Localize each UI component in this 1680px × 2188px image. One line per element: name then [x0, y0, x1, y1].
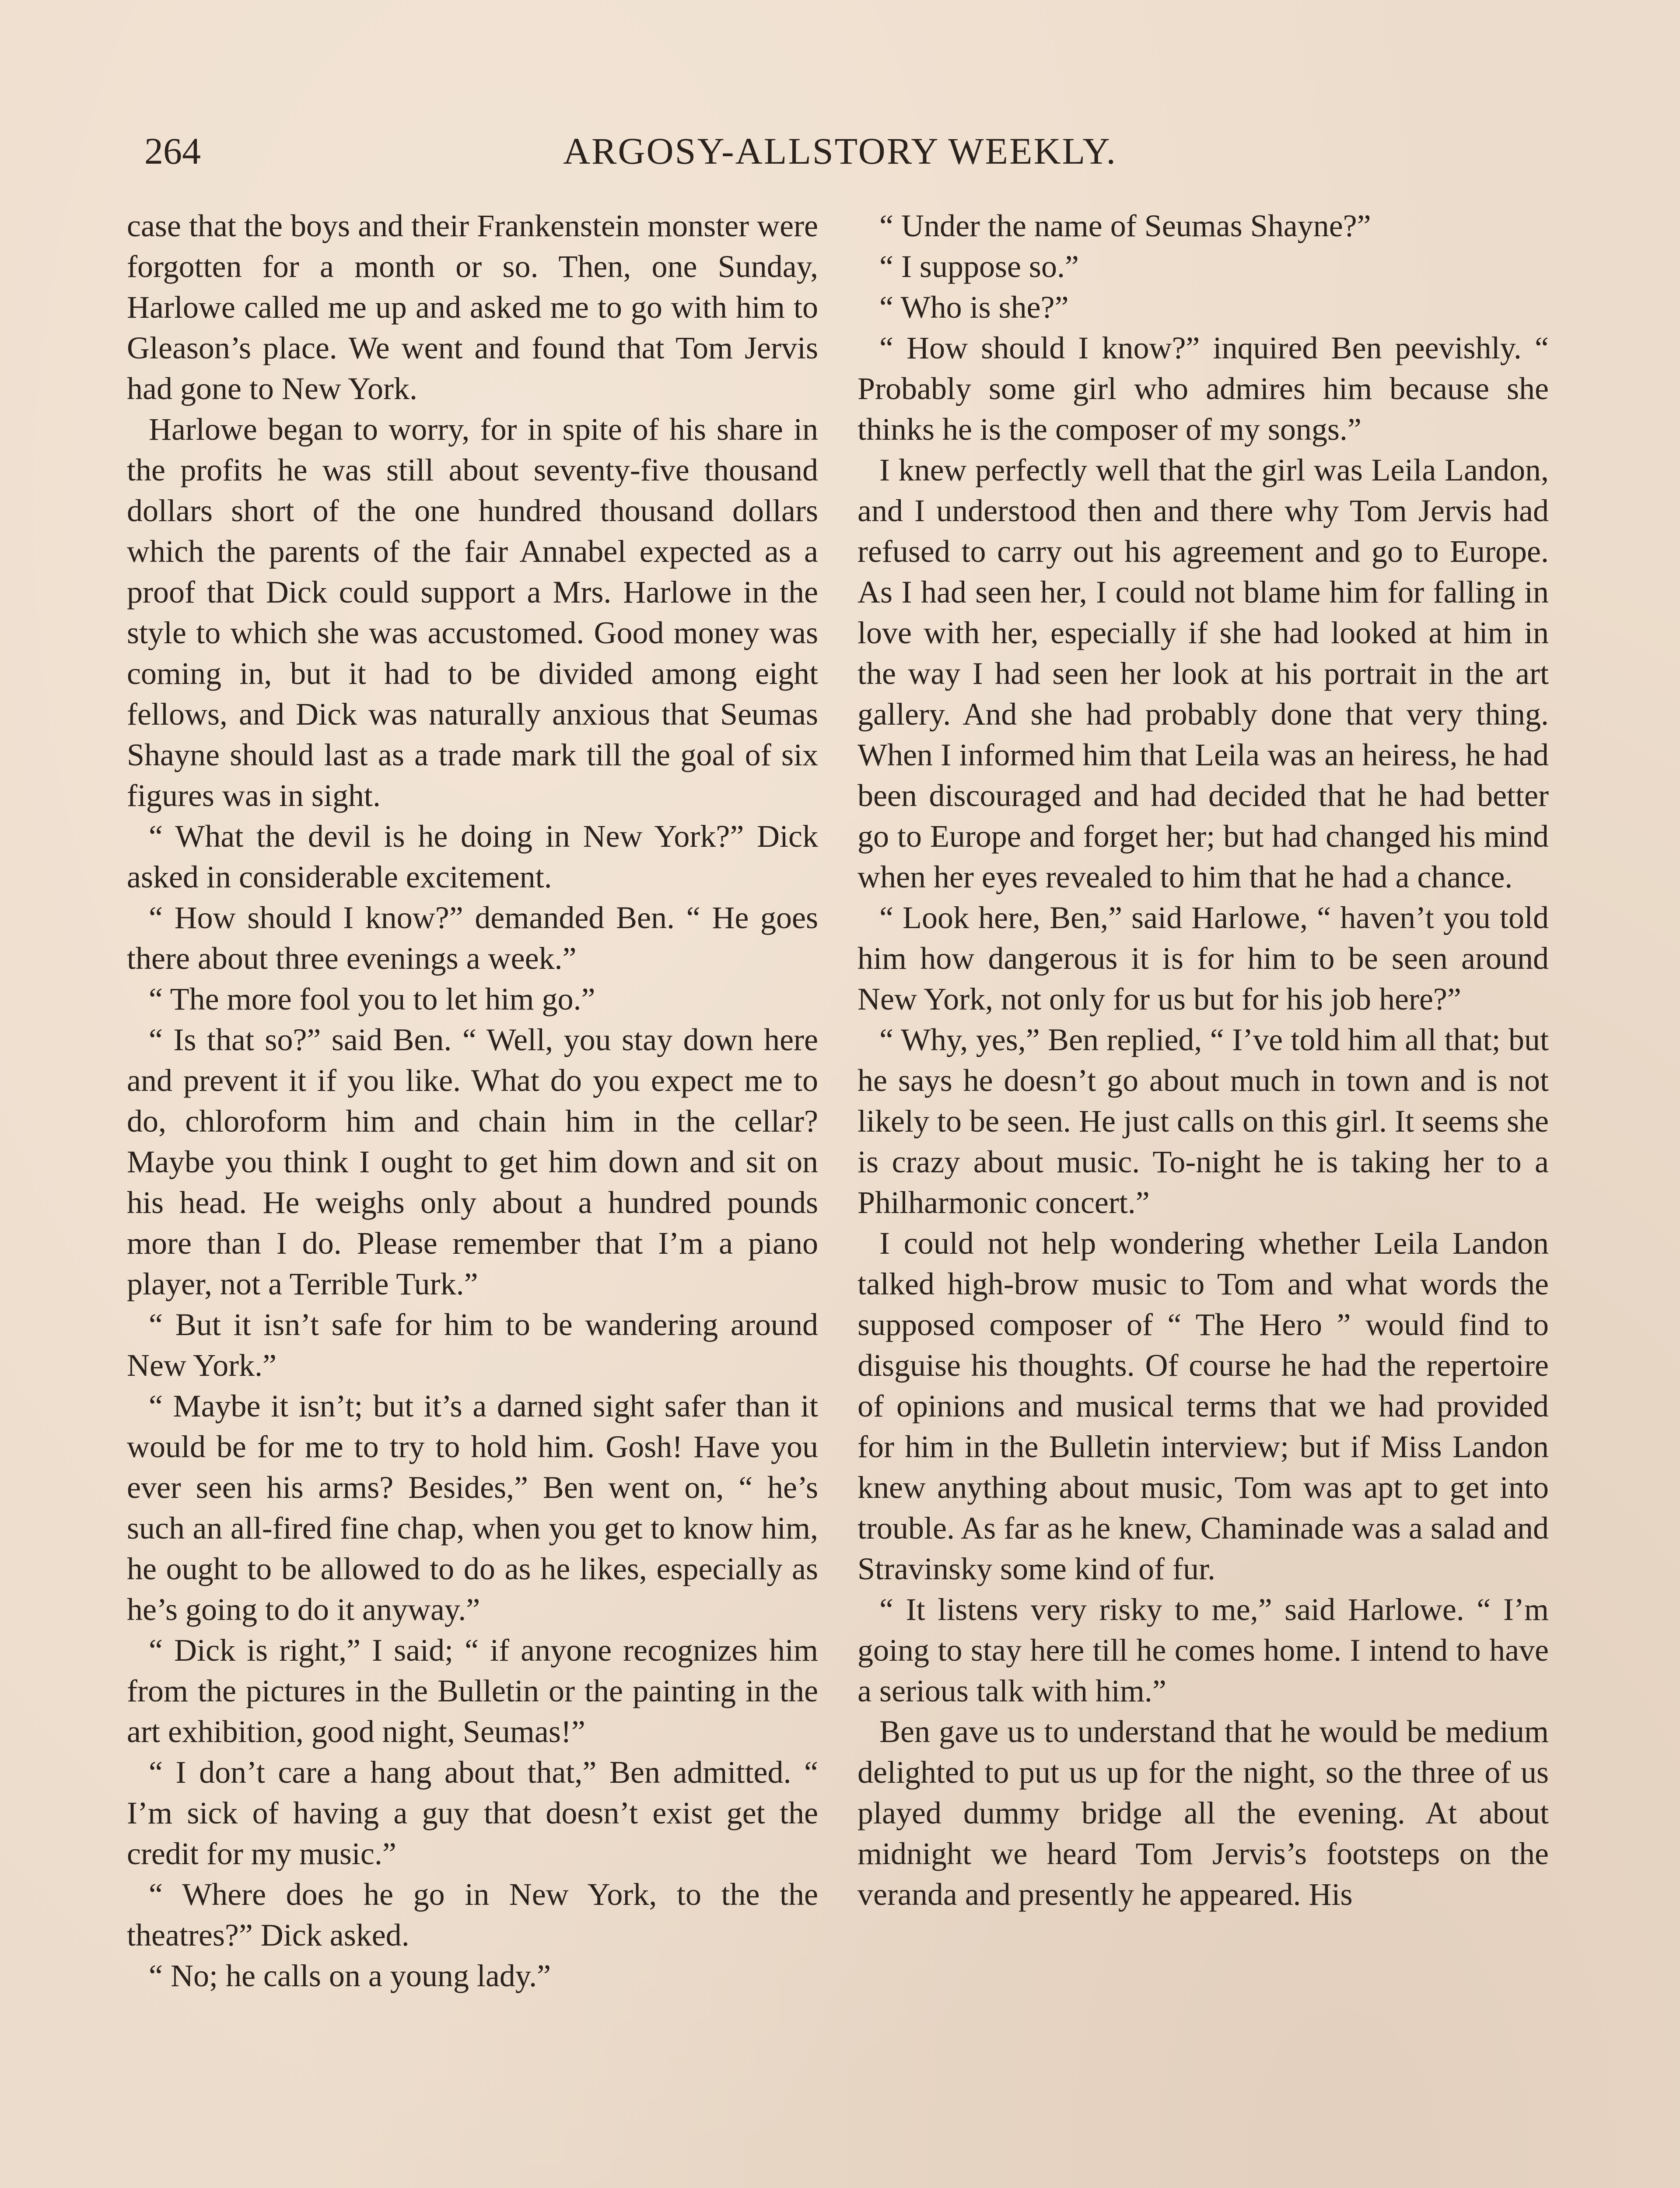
paragraph: “ How should I know?” inquired Ben peevishly. “ Probably some girl who admires him because she thinks he is the composer of my songs.” — [858, 330, 1549, 447]
paragraph: “ Dick is right,” I said; “ if anyone recognizes him from the pictures in the Bulletin or the painting in the art exhibition, good night, Seumas!” — [127, 1633, 818, 1749]
paragraph: “ I don’t care a hang about that,” Ben admitted. “ I’m sick of having a guy that doesn’t exist get the credit for my music.” — [127, 1755, 818, 1871]
page-header — [144, 127, 1536, 175]
paragraph: “ But it isn’t safe for him to be wandering around New York.” — [127, 1307, 818, 1383]
paragraph: “ What the devil is he doing in New York?” Dick asked in considerable excitement. — [127, 819, 818, 894]
paragraph: “ Who is she?” — [879, 290, 1069, 325]
right-column — [858, 206, 1549, 2188]
paragraph: “ Maybe it isn’t; but it’s a darned sight safer than it would be for me to try to hold him. Gosh! Have you ever seen his arms? Besides,” Ben went on, “ he’s such an all-fired fine chap, when you get to know him, he ought to be allowed to do as he likes, especially as he’s going to do it anyway.” — [127, 1389, 818, 1627]
paragraph: “ Under the name of Seumas Shayne?” — [879, 208, 1371, 243]
left-column — [127, 206, 818, 2188]
paragraph: “ Is that so?” said Ben. “ Well, you stay down here and prevent it if you like. What do you expect me to do, chloroform him and chain him in the cellar? Maybe you think I ought to get him down and sit on his head. He weighs only about a hundred pounds more than I do. Please remember that I’m a piano player, not a Terrible Turk.” — [127, 1022, 818, 1301]
paragraph: “ I suppose so.” — [879, 249, 1079, 284]
paragraph: I could not help wondering whether Leila Landon talked high-brow music to Tom and what words the supposed composer of “ The Hero ” would find to disguise his thoughts. Of course he had the repertoire of opinions and musical terms that we had provided for him in the Bulletin interview; but if Miss Landon knew anything about music, Tom was apt to get into trouble. As far as he knew, Chaminade was a salad and Stravinsky some kind of fur. — [858, 1226, 1549, 1586]
paragraph: case that the boys and their Frankenstein monster were forgotten for a month or so. Then, one Sunday, Harlowe called me up and asked me to go with him to Gleason’s place. We went and found that Tom Jervis had gone to New York. — [127, 208, 818, 406]
paragraph: “ It listens very risky to me,” said Harlowe. “ I’m going to stay here till he comes home. I intend to have a serious talk with him.” — [858, 1592, 1549, 1708]
paragraph: Harlowe began to worry, for in spite of his share in the profits he was still about seventy-five thousand dollars short of the one hundred thousand dollars which the parents of the fair Annabel expected as a proof that Dick could support a Mrs. Harlowe in the style to which she was accustomed. Good money was coming in, but it had to be divided among eight fellows, and Dick was naturally anxious that Seumas Shayne should last as a trade mark till the goal of six figures was in sight. — [127, 412, 818, 813]
paragraph: “ Where does he go in New York, to the the theatres?” Dick asked. — [127, 1877, 818, 1953]
paragraph: “ Look here, Ben,” said Harlowe, “ haven’t you told him how dangerous it is for him to be seen around New York, not only for us but for his job here?” — [858, 900, 1549, 1017]
paragraph: “ Why, yes,” Ben replied, “ I’ve told him all that; but he says he doesn’t go about much in town and is not likely to be seen. He just calls on this girl. It seems she is crazy about music. To-night he is taking her to a Philharmonic concert.” — [858, 1022, 1549, 1220]
paragraph: “ The more fool you to let him go.” — [149, 982, 595, 1017]
page-number: 264 — [144, 130, 201, 172]
paragraph: I knew perfectly well that the girl was Leila Landon, and I understood then and there why Tom Jervis had refused to carry out his agreement and go to Europe. As I had seen her, I could not blame him for falling in love with her, especially if she had looked at him in the way I had seen her look at his portrait in the art gallery. And she had probably done that very thing. When I informed him that Leila was an heiress, he had been discouraged and had decided that he had better go to Europe and forget her; but had changed his mind when her eyes revealed to him that he had a chance. — [858, 452, 1549, 894]
paragraph: Ben gave us to understand that he would be medium delighted to put us up for the night, so the three of us played dummy bridge all the evening. At about midnight we heard Tom Jervis’s footsteps on the veranda and presently he appeared. His — [858, 1714, 1549, 1912]
running-title: ARGOSY-ALLSTORY WEEKLY. — [563, 130, 1117, 172]
paragraph: “ How should I know?” demanded Ben. “ He goes there about three evenings a week.” — [127, 900, 818, 976]
paragraph: “ No; he calls on a young lady.” — [149, 1958, 551, 1993]
